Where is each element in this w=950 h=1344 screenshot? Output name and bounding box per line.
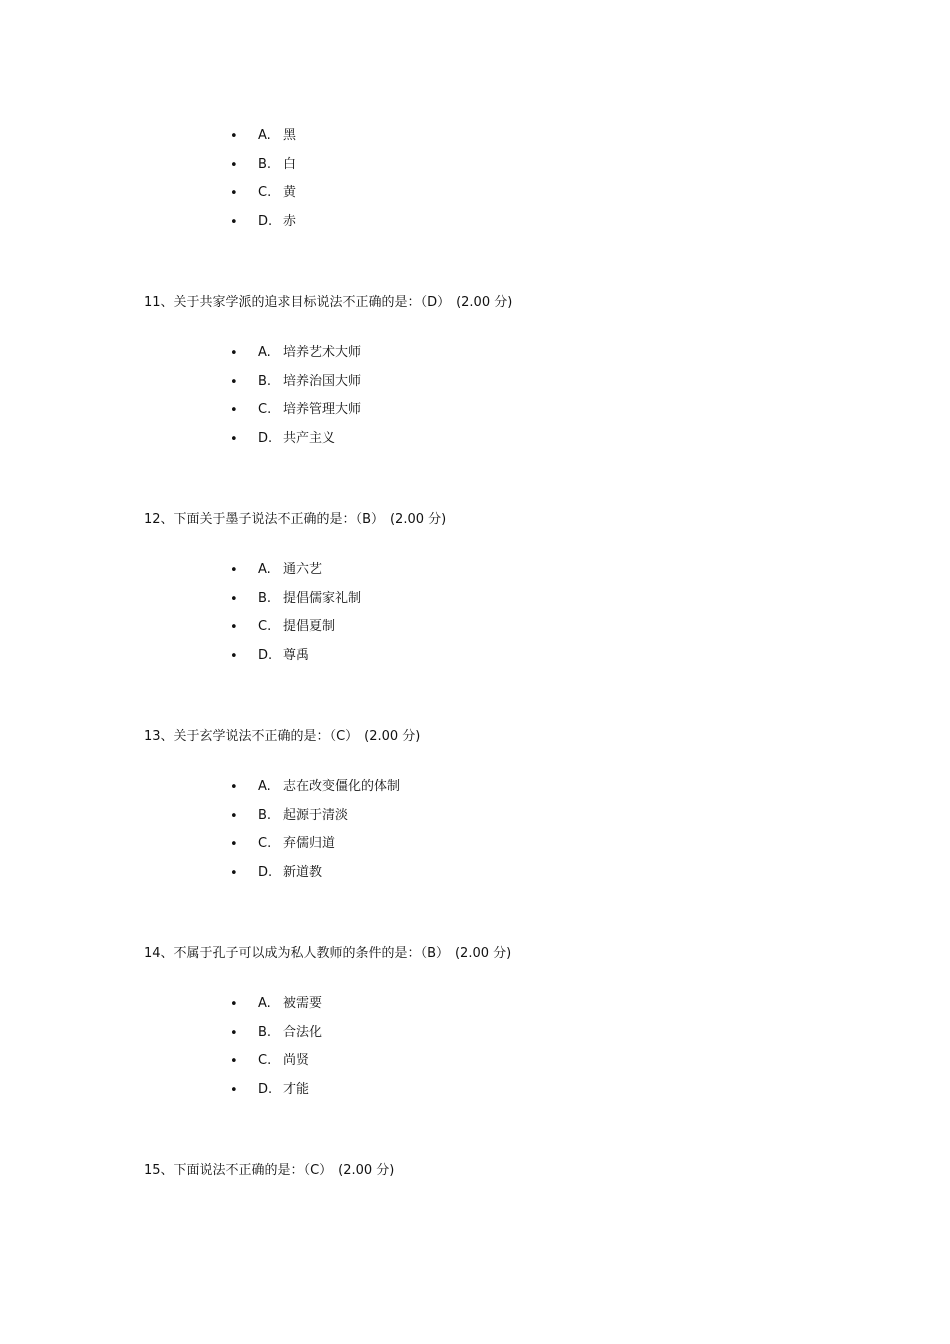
bullet-icon: • — [230, 780, 238, 795]
question-answer: （B） — [355, 512, 384, 527]
option-letter: A. — [258, 779, 271, 794]
option-letter: B. — [258, 373, 272, 389]
option-text: 黄 — [283, 185, 297, 201]
bullet-icon: • — [230, 129, 238, 144]
bullet-icon: • — [230, 1025, 238, 1041]
question-answer: （B） — [420, 946, 449, 961]
question-heading — [144, 295, 512, 311]
question-text: 下面关于墨子说法不正确的是： — [173, 512, 356, 527]
bullet-icon: • — [230, 808, 238, 824]
option-letter: D. — [258, 1082, 273, 1098]
option-letter: D. — [258, 214, 273, 230]
question-score: (2.00 分) — [364, 729, 421, 744]
bullet-icon: • — [230, 591, 238, 607]
option-text: 提倡儒家礼制 — [283, 590, 362, 606]
bullet-icon: • — [230, 157, 238, 173]
option-letter: C. — [258, 619, 272, 635]
option-text: 提倡夏制 — [283, 619, 336, 635]
option-text: 新道教 — [283, 865, 323, 881]
bullet-icon: • — [230, 866, 238, 882]
option-text: 志在改变僵化的体制 — [283, 779, 401, 794]
bullet-icon: • — [230, 1083, 238, 1099]
question-score: (2.00 分) — [338, 1163, 395, 1178]
option-text: 共产主义 — [283, 431, 336, 447]
question-score: (2.00 分) — [454, 946, 512, 961]
question-text: 关于共家学派的追求目标说法不正确的是： — [173, 295, 421, 310]
option-letter: B. — [258, 156, 272, 172]
bullet-icon: • — [230, 374, 238, 390]
option-letter: D. — [258, 431, 273, 447]
option-text: 尚贤 — [283, 1053, 310, 1069]
option-text: 黑 — [283, 128, 297, 143]
bullet-icon: • — [230, 649, 238, 665]
option-text: 起源于清淡 — [283, 807, 349, 823]
bullet-icon: • — [230, 837, 238, 853]
bullet-icon: • — [230, 432, 238, 448]
question-score: (2.00 分) — [389, 512, 447, 527]
option-text: 被需要 — [283, 996, 323, 1011]
option-text: 培养管理大师 — [283, 402, 362, 418]
option-letter: B. — [258, 807, 272, 823]
option-text: 合法化 — [283, 1024, 323, 1040]
option-letter: C. — [258, 185, 272, 201]
option-letter: A. — [258, 128, 271, 143]
question-heading — [144, 512, 446, 528]
question-text: 不属于孔子可以成为私人教师的条件的是： — [173, 946, 421, 961]
option-text: 培养治国大师 — [283, 373, 362, 389]
option-text: 通六艺 — [283, 562, 323, 577]
option-letter: C. — [258, 402, 272, 418]
question-number: 14、 — [144, 946, 174, 961]
option-letter: B. — [258, 590, 272, 606]
question-number: 11、 — [144, 295, 174, 310]
question-number: 13、 — [144, 729, 174, 744]
option-letter: C. — [258, 836, 272, 852]
bullet-icon: • — [230, 1054, 238, 1070]
option-letter: C. — [258, 1053, 272, 1069]
option-letter: B. — [258, 1024, 272, 1040]
question-number: 15、 — [144, 1163, 174, 1178]
option-text: 尊禹 — [283, 648, 310, 664]
option-text: 弃儒归道 — [283, 836, 336, 852]
option-letter: A. — [258, 562, 271, 577]
option-letter: D. — [258, 865, 273, 881]
question-text: 关于玄学说法不正确的是： — [173, 729, 330, 744]
question-heading — [144, 1163, 394, 1179]
option-text: 才能 — [283, 1082, 310, 1098]
bullet-icon: • — [230, 215, 238, 231]
bullet-icon: • — [230, 563, 238, 578]
option-letter: A. — [258, 345, 271, 360]
option-text: 白 — [283, 156, 297, 172]
question-number: 12、 — [144, 512, 174, 527]
question-heading — [144, 729, 420, 745]
option-text: 培养艺术大师 — [283, 345, 362, 360]
bullet-icon: • — [230, 186, 238, 202]
question-score: (2.00 分) — [456, 295, 513, 310]
question-answer: （D） — [420, 295, 451, 310]
option-letter: A. — [258, 996, 271, 1011]
option-text: 赤 — [283, 214, 297, 230]
question-answer: （C） — [329, 729, 359, 744]
bullet-icon: • — [230, 620, 238, 636]
bullet-icon: • — [230, 997, 238, 1012]
option-letter: D. — [258, 648, 273, 664]
question-text: 下面说法不正确的是： — [173, 1163, 304, 1178]
question-answer: （C） — [303, 1163, 333, 1178]
question-heading — [144, 946, 511, 962]
bullet-icon: • — [230, 346, 238, 361]
bullet-icon: • — [230, 403, 238, 419]
